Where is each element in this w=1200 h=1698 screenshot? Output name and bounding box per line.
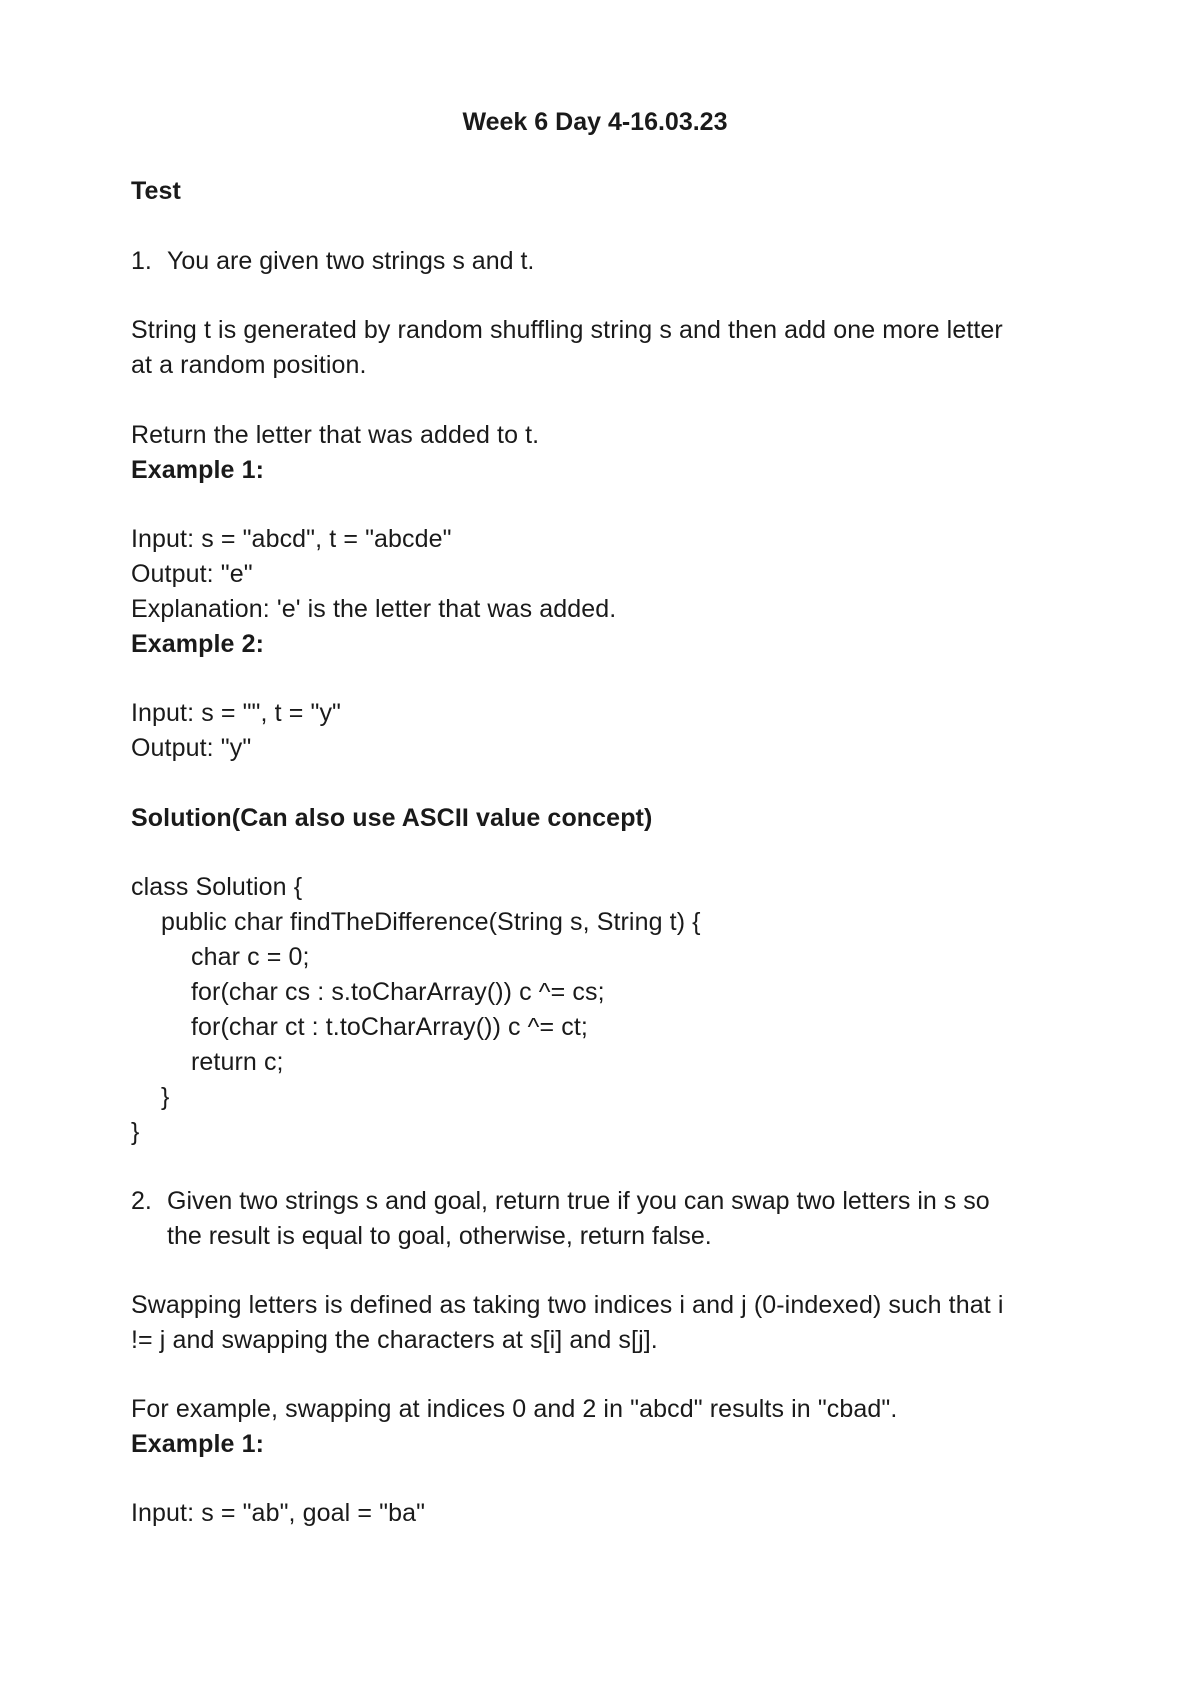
q1-example2-input: Input: s = "", t = "y"	[131, 699, 342, 727]
q2-prompt-line1: Given two strings s and goal, return true if you can swap two letters in s so	[167, 1187, 990, 1215]
q2-number: 2.	[131, 1187, 152, 1215]
code-line: for(char ct : t.toCharArray()) c ^= ct;	[191, 1013, 588, 1041]
q1-example2-heading: Example 2:	[131, 630, 265, 658]
q2-prompt-line2: the result is equal to goal, otherwise, return false.	[167, 1222, 712, 1250]
code-line: }	[161, 1083, 170, 1111]
code-line: class Solution {	[131, 873, 303, 901]
q1-number: 1.	[131, 247, 152, 275]
q1-desc-line2: at a random position.	[131, 351, 367, 379]
code-line: for(char cs : s.toCharArray()) c ^= cs;	[191, 978, 605, 1006]
q2-desc-line2: != j and swapping the characters at s[i] and s[j].	[131, 1326, 658, 1354]
q2-example1-heading: Example 1:	[131, 1430, 265, 1458]
page-title: Week 6 Day 4-16.03.23	[462, 108, 728, 136]
q2-example-text: For example, swapping at indices 0 and 2 in "abcd" results in "cbad".	[131, 1395, 898, 1423]
q1-example2-output: Output: "y"	[131, 734, 252, 762]
code-line: public char findTheDifference(String s, String t) {	[161, 908, 701, 936]
q1-example1-input: Input: s = "abcd", t = "abcde"	[131, 525, 452, 553]
q1-return-text: Return the letter that was added to t.	[131, 421, 540, 449]
code-line: char c = 0;	[191, 943, 310, 971]
q1-example1-output: Output: "e"	[131, 560, 253, 588]
code-line: }	[131, 1118, 140, 1146]
q1-example1-explanation: Explanation: 'e' is the letter that was added.	[131, 595, 617, 623]
q1-prompt: You are given two strings s and t.	[167, 247, 535, 275]
q1-desc-line1: String t is generated by random shuffling string s and then add one more letter	[131, 316, 1003, 344]
q2-desc-line1: Swapping letters is defined as taking two indices i and j (0-indexed) such that i	[131, 1291, 1004, 1319]
section-heading: Test	[131, 177, 181, 205]
q1-solution-heading: Solution(Can also use ASCII value concept)	[131, 804, 653, 832]
code-line: return c;	[191, 1048, 284, 1076]
q1-example1-heading: Example 1:	[131, 456, 265, 484]
q2-example1-input: Input: s = "ab", goal = "ba"	[131, 1499, 426, 1527]
